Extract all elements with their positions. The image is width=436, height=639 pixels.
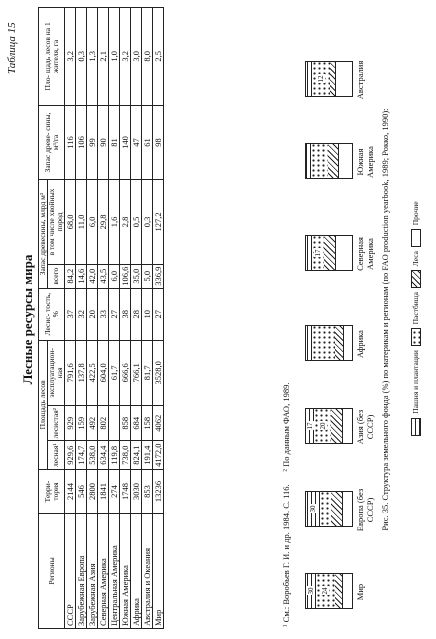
- figure-column: [305, 61, 353, 97]
- figure-column: [305, 235, 353, 271]
- cell-per-ha: 81: [109, 105, 120, 180]
- figure-column: [305, 573, 353, 609]
- figure-segment-value: 12: [316, 75, 325, 83]
- header-forest-area: Площадь лесов: [39, 340, 48, 469]
- cell-territory: 546: [76, 470, 87, 514]
- figure-column: [305, 325, 353, 361]
- figure-segment-bush: [312, 326, 335, 360]
- legend-label-arable: Пашня и плантации: [411, 350, 420, 414]
- table-row: [131, 8, 142, 629]
- cell-region: Австралия и Океания: [142, 514, 153, 629]
- cell-forested: 684: [131, 406, 142, 441]
- figure-segment-value: 24: [321, 587, 330, 595]
- header-territory: Терри- тория: [39, 470, 65, 514]
- cell-forest-total: 738,0: [120, 441, 131, 470]
- cell-forested: 929: [65, 406, 76, 441]
- header-stock-per-ha: Запас древе- сины, м³/га: [39, 105, 65, 180]
- cell-per-capita: 3,2: [65, 8, 76, 106]
- figure-column-label: Африка: [355, 330, 365, 358]
- cell-per-ha: 116: [65, 105, 76, 180]
- cell-total-stock: 84,2: [65, 264, 76, 288]
- table-title: Лесные ресурсы мира: [20, 254, 35, 385]
- figure-column-label: Мир: [355, 583, 365, 601]
- table-row: [109, 8, 120, 629]
- cell-managed: 766,1: [131, 340, 142, 405]
- figure-column: [305, 408, 353, 444]
- cell-cover: 10: [142, 288, 153, 340]
- cell-territory: 3030: [131, 470, 142, 514]
- legend-swatch-pasture: [411, 328, 421, 346]
- legend-swatch-forest: [411, 270, 421, 288]
- cell-region: Южная Америка: [120, 514, 131, 629]
- table-body: [65, 8, 164, 629]
- forest-resources-table: [38, 7, 164, 629]
- cell-region: Африка: [131, 514, 142, 629]
- cell-coniferous: 1,6: [109, 180, 120, 264]
- figure-segment-value: 17: [306, 422, 314, 430]
- cell-total-stock: 5,0: [142, 264, 153, 288]
- figure-column: [305, 143, 353, 179]
- cell-total-stock: 42,0: [87, 264, 98, 288]
- figure-caption: Рис. 35. Структура земельного фонда (%) по материкам и регионам (по FAO production yearbook, 1989; Рокко, 1990):: [380, 108, 390, 531]
- cell-territory: 1748: [120, 470, 131, 514]
- cell-forested: [109, 406, 120, 441]
- cell-managed: 791,6: [65, 340, 76, 405]
- legend-label-other: Прочие: [411, 201, 420, 226]
- cell-forest-total: 174,7: [76, 441, 87, 470]
- cell-total-stock: 336,9: [153, 264, 164, 288]
- table-row: [65, 8, 76, 629]
- cell-cover: 27: [153, 288, 164, 340]
- header-forest-cover: Лесис- тость, %: [39, 288, 65, 340]
- figure-segment-other: [342, 409, 353, 443]
- cell-total-stock: 43,5: [98, 264, 109, 288]
- cell-forested: 802: [98, 406, 109, 441]
- figure-segment-bush: [311, 144, 328, 178]
- cell-per-capita: 2,5: [153, 8, 164, 106]
- cell-territory: 853: [142, 470, 153, 514]
- figure-legend: [411, 0, 421, 639]
- header-coniferous: в том числе хвойных пород: [48, 180, 65, 264]
- cell-territory: 13236: [153, 470, 164, 514]
- header-timber-total: всего: [48, 264, 65, 288]
- cell-forested: 158: [142, 406, 153, 441]
- cell-forest-total: 634,4: [98, 441, 109, 470]
- cell-coniferous: 0,5: [131, 180, 142, 264]
- cell-per-capita: 1,0: [109, 8, 120, 106]
- cell-total-stock: 14,6: [76, 264, 87, 288]
- cell-forested: 159: [76, 406, 87, 441]
- figure-segment-value: 30: [308, 505, 317, 513]
- cell-region: Зарубежная Европа: [76, 514, 87, 629]
- header-forest-total: лесная¹: [48, 441, 65, 470]
- cell-region: СССР: [65, 514, 76, 629]
- figure-segment-bush: [314, 409, 331, 443]
- cell-managed: 81,7: [142, 340, 153, 405]
- cell-managed: 137,8: [76, 340, 87, 405]
- header-region: Регионы: [39, 514, 65, 629]
- cell-region: Северная Америка: [98, 514, 109, 629]
- legend-swatch-other: [411, 229, 421, 247]
- cell-forest-total: 119,8: [109, 441, 120, 470]
- cell-forest-total: 4172,0: [153, 441, 164, 470]
- figure-segment-meadow: [328, 144, 338, 178]
- header-managed: эксплуатацион- ная: [48, 340, 65, 405]
- figure-segment-bush: [316, 574, 334, 608]
- cell-coniferous: 6,0: [87, 180, 98, 264]
- cell-cover: 32: [76, 288, 87, 340]
- cell-managed: 604,0: [98, 340, 109, 405]
- cell-territory: 2144: [65, 470, 76, 514]
- table-number: Таблица 15: [6, 22, 18, 74]
- cell-coniferous: 68,0: [65, 180, 76, 264]
- figure-segment-other: [342, 492, 353, 526]
- figure-segment-meadow: [324, 236, 334, 270]
- cell-cover: 38: [120, 288, 131, 340]
- figure-segment-other: [338, 144, 353, 178]
- cell-managed: 3528,0: [153, 340, 164, 405]
- cell-territory: 1841: [98, 470, 109, 514]
- legend-swatch-arable: [411, 418, 421, 436]
- cell-coniferous: 0,3: [142, 180, 153, 264]
- figure-segment-meadow: [331, 492, 342, 526]
- cell-coniferous: 2,8: [120, 180, 131, 264]
- cell-per-capita: 2,1: [98, 8, 109, 106]
- footnote-source-1: ¹ См.: Воробьев Г. И. и др. 1984. С. 116.: [281, 484, 291, 627]
- cell-per-capita: 8,0: [142, 8, 153, 106]
- figure-segment-bush: [312, 62, 330, 96]
- figure-column-label: Южная Америка: [355, 146, 375, 178]
- figure-column-label: Северная Америка: [355, 237, 375, 271]
- cell-per-ha: 61: [142, 105, 153, 180]
- cell-forest-total: 191,4: [142, 441, 153, 470]
- legend-label-forest: Леса: [411, 251, 420, 267]
- table-row: [98, 8, 109, 629]
- cell-forest-total: 929,6: [65, 441, 76, 470]
- cell-forest-total: 538,0: [87, 441, 98, 470]
- figure-segment-forest: [306, 492, 320, 526]
- cell-managed: 61,7: [109, 340, 120, 405]
- cell-coniferous: 127,2: [153, 180, 164, 264]
- figure-segment-other: [335, 62, 353, 96]
- figure-segment-meadow: [335, 326, 343, 360]
- figure-segment-bush: [312, 236, 324, 270]
- cell-per-ha: 106: [76, 105, 87, 180]
- cell-region: Зарубежная Азия: [87, 514, 98, 629]
- table-row: [142, 8, 153, 629]
- cell-managed: 666,6: [120, 340, 131, 405]
- cell-region: Центральная Америка: [109, 514, 120, 629]
- cell-cover: 28: [131, 288, 142, 340]
- figure-column-label: Европа (без СССР): [355, 488, 375, 532]
- cell-total-stock: 106,6: [120, 264, 131, 288]
- cell-total-stock: 6,0: [109, 264, 120, 288]
- cell-per-ha: 47: [131, 105, 142, 180]
- figure-column-label: Австралия: [355, 60, 365, 100]
- figure-segment-other: [335, 236, 353, 270]
- figure-segment-bush: [320, 492, 332, 526]
- cell-per-ha: 98: [153, 105, 164, 180]
- cell-forested: 4062: [153, 406, 164, 441]
- cell-coniferous: 29,8: [98, 180, 109, 264]
- figure-segment-value: 30: [307, 587, 316, 595]
- legend-label-pasture: Пастбища: [411, 292, 420, 325]
- cell-territory: 274: [109, 470, 120, 514]
- cell-forest-total: 824,1: [131, 441, 142, 470]
- header-forested: лесистая²: [48, 406, 65, 441]
- cell-forested: 492: [87, 406, 98, 441]
- figure-segment-value: 20: [318, 422, 327, 430]
- table-row: [76, 8, 87, 629]
- figure-segment-meadow: [335, 574, 342, 608]
- cell-total-stock: 35,0: [131, 264, 142, 288]
- figure-column: [305, 491, 353, 527]
- cell-per-ha: 99: [87, 105, 98, 180]
- table-row: [87, 8, 98, 629]
- cell-managed: 422,5: [87, 340, 98, 405]
- land-structure-figure: [305, 9, 427, 609]
- table-row: [120, 8, 131, 629]
- cell-cover: 33: [98, 288, 109, 340]
- cell-per-ha: 140: [120, 105, 131, 180]
- cell-region: Мир: [153, 514, 164, 629]
- figure-segment-forest: [306, 574, 316, 608]
- cell-coniferous: 11,0: [76, 180, 87, 264]
- cell-per-ha: 90: [98, 105, 109, 180]
- figure-segment-forest: [306, 409, 314, 443]
- cell-cover: 20: [87, 288, 98, 340]
- cell-cover: 27: [109, 288, 120, 340]
- footnote-source-2: ² По данным ФАО, 1989.: [281, 382, 291, 472]
- table-row: [153, 8, 164, 629]
- figure-segment-other: [343, 326, 353, 360]
- cell-per-capita: 1,3: [87, 8, 98, 106]
- header-timber-stock: Запас древесины, млрд м³: [39, 180, 48, 289]
- figure-segment-other: [342, 574, 353, 608]
- cell-per-capita: 0,3: [76, 8, 87, 106]
- figure-segment-value: 17: [314, 249, 323, 257]
- cell-territory: 2800: [87, 470, 98, 514]
- header-area-per-capita: Пло- щадь лесов на 1 жителя, га: [39, 8, 65, 106]
- figure-column-label: Азия (без СССР): [355, 409, 375, 445]
- footnote: [281, 383, 291, 627]
- cell-per-capita: 3,2: [120, 8, 131, 106]
- cell-per-capita: 3,0: [131, 8, 142, 106]
- cell-forested: 858: [120, 406, 131, 441]
- cell-cover: 37: [65, 288, 76, 340]
- figure-segment-meadow: [331, 409, 342, 443]
